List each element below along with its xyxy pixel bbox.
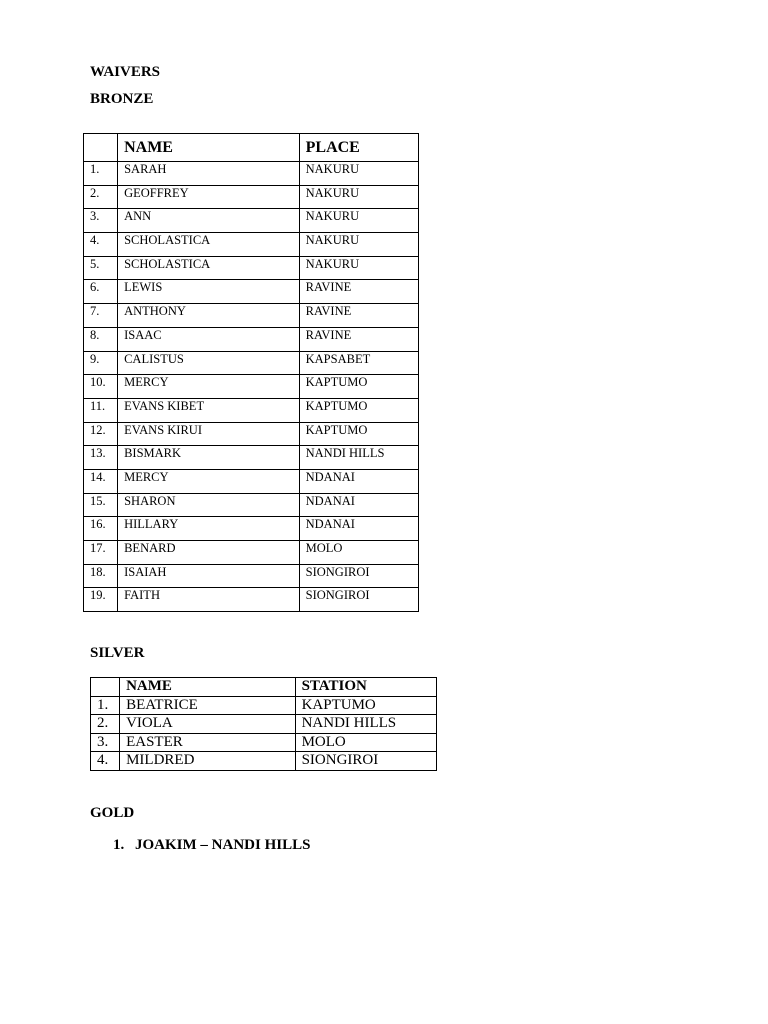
bronze-row-number: 7. — [84, 304, 118, 328]
gold-heading: GOLD — [90, 805, 135, 821]
bronze-row-name: SARAH — [118, 162, 300, 186]
silver-row-station: SIONGIROI — [295, 752, 436, 771]
bronze-col-name: NAME — [118, 134, 300, 162]
silver-col-name: NAME — [120, 678, 296, 697]
silver-row-name: BEATRICE — [120, 696, 296, 715]
silver-col-number — [91, 678, 120, 697]
bronze-heading: BRONZE — [90, 91, 154, 107]
bronze-row-place: SIONGIROI — [299, 564, 418, 588]
bronze-row-name: CALISTUS — [118, 351, 300, 375]
bronze-row-number: 11. — [84, 398, 118, 422]
bronze-row-number: 5. — [84, 256, 118, 280]
silver-row-number: 4. — [91, 752, 120, 771]
bronze-row-number: 10. — [84, 375, 118, 399]
bronze-row-name: FAITH — [118, 588, 300, 612]
bronze-row-number: 13. — [84, 446, 118, 470]
bronze-row-number: 1. — [84, 162, 118, 186]
bronze-row-number: 14. — [84, 469, 118, 493]
bronze-row-name: MERCY — [118, 375, 300, 399]
silver-row — [91, 752, 437, 771]
bronze-row-place: NAKURU — [299, 185, 418, 209]
bronze-row-name: HILLARY — [118, 517, 300, 541]
bronze-row-name: BISMARK — [118, 446, 300, 470]
bronze-row-number: 16. — [84, 517, 118, 541]
silver-row-number: 2. — [91, 715, 120, 734]
bronze-row-number: 18. — [84, 564, 118, 588]
bronze-row-name: ISAIAH — [118, 564, 300, 588]
bronze-row-name: ANN — [118, 209, 300, 233]
bronze-row-place: NDANAI — [299, 469, 418, 493]
bronze-row-place: NANDI HILLS — [299, 446, 418, 470]
bronze-row — [84, 185, 419, 209]
bronze-row-place: NAKURU — [299, 162, 418, 186]
silver-row-station: KAPTUMO — [295, 696, 436, 715]
bronze-row-name: GEOFFREY — [118, 185, 300, 209]
bronze-row-place: NAKURU — [299, 256, 418, 280]
bronze-row — [84, 280, 419, 304]
bronze-row — [84, 422, 419, 446]
bronze-row — [84, 233, 419, 257]
bronze-row — [84, 493, 419, 517]
bronze-table — [83, 133, 419, 612]
bronze-row-place: RAVINE — [299, 327, 418, 351]
bronze-row-place: MOLO — [299, 541, 418, 565]
silver-col-station: STATION — [295, 678, 436, 697]
silver-row-name: MILDRED — [120, 752, 296, 771]
bronze-row-name: ISAAC — [118, 327, 300, 351]
bronze-row-name: MERCY — [118, 469, 300, 493]
bronze-row-number: 17. — [84, 541, 118, 565]
bronze-row-number: 8. — [84, 327, 118, 351]
bronze-row — [84, 446, 419, 470]
bronze-row — [84, 564, 419, 588]
silver-row-number: 3. — [91, 733, 120, 752]
silver-row-name: EASTER — [120, 733, 296, 752]
bronze-row-name: LEWIS — [118, 280, 300, 304]
silver-header-row — [91, 678, 437, 697]
bronze-row — [84, 256, 419, 280]
bronze-row — [84, 469, 419, 493]
bronze-row-name: EVANS KIRUI — [118, 422, 300, 446]
silver-heading: SILVER — [90, 645, 145, 661]
bronze-row-place: SIONGIROI — [299, 588, 418, 612]
bronze-row-place: KAPTUMO — [299, 398, 418, 422]
bronze-row — [84, 209, 419, 233]
bronze-row — [84, 517, 419, 541]
bronze-row-number: 2. — [84, 185, 118, 209]
bronze-col-place: PLACE — [299, 134, 418, 162]
page-title: WAIVERS — [90, 64, 161, 80]
bronze-row — [84, 304, 419, 328]
gold-item-text: JOAKIM – NANDI HILLS — [135, 837, 311, 853]
bronze-row-place: KAPTUMO — [299, 422, 418, 446]
silver-row-number: 1. — [91, 696, 120, 715]
bronze-row-place: RAVINE — [299, 280, 418, 304]
bronze-row-place: KAPTUMO — [299, 375, 418, 399]
bronze-row-number: 6. — [84, 280, 118, 304]
bronze-row-place: NDANAI — [299, 493, 418, 517]
bronze-row — [84, 351, 419, 375]
bronze-header-row — [84, 134, 419, 162]
bronze-row-number: 9. — [84, 351, 118, 375]
bronze-row — [84, 162, 419, 186]
bronze-row — [84, 398, 419, 422]
bronze-row-place: NAKURU — [299, 233, 418, 257]
silver-row-station: NANDI HILLS — [295, 715, 436, 734]
silver-row — [91, 696, 437, 715]
bronze-row-number: 3. — [84, 209, 118, 233]
silver-row — [91, 715, 437, 734]
silver-row-station: MOLO — [295, 733, 436, 752]
bronze-row-name: SHARON — [118, 493, 300, 517]
gold-list — [113, 837, 310, 854]
bronze-row-number: 12. — [84, 422, 118, 446]
bronze-row-place: NDANAI — [299, 517, 418, 541]
bronze-row — [84, 541, 419, 565]
gold-item-number: 1. — [113, 837, 125, 853]
silver-row-name: VIOLA — [120, 715, 296, 734]
bronze-row-place: NAKURU — [299, 209, 418, 233]
bronze-row-name: SCHOLASTICA — [118, 233, 300, 257]
bronze-row — [84, 588, 419, 612]
bronze-row-name: SCHOLASTICA — [118, 256, 300, 280]
bronze-row-number: 15. — [84, 493, 118, 517]
bronze-row-name: BENARD — [118, 541, 300, 565]
bronze-row-name: ANTHONY — [118, 304, 300, 328]
bronze-row — [84, 327, 419, 351]
bronze-row-place: RAVINE — [299, 304, 418, 328]
bronze-row-place: KAPSABET — [299, 351, 418, 375]
bronze-row-name: EVANS KIBET — [118, 398, 300, 422]
bronze-row-number: 19. — [84, 588, 118, 612]
bronze-row-number: 4. — [84, 233, 118, 257]
silver-table — [90, 677, 437, 771]
bronze-col-number — [84, 134, 118, 162]
gold-list-item — [113, 837, 310, 854]
bronze-row — [84, 375, 419, 399]
silver-row — [91, 733, 437, 752]
